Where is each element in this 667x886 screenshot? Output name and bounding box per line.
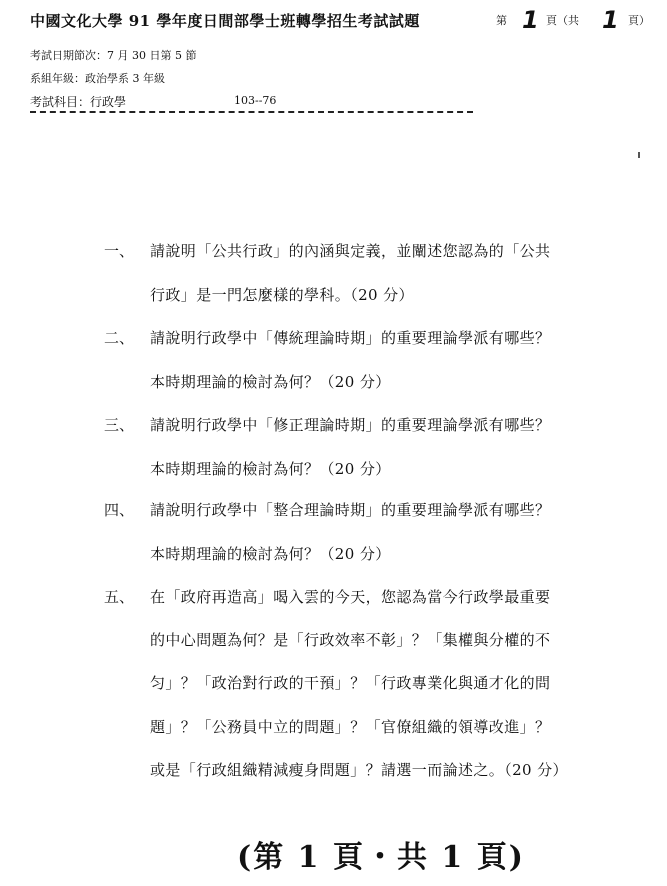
question-line: 請說明行政學中「修正理論時期」的重要理論學派有哪些？	[150, 416, 551, 434]
question-line: 請說明行政學中「整合理論時期」的重要理論學派有哪些？	[150, 501, 551, 519]
question-line: 匀」？「政治對行政的干預」？「行政專業化與通才化的問	[150, 674, 551, 692]
question-number: 四、	[104, 501, 135, 519]
question-number: 二、	[104, 329, 135, 347]
page-indicator	[494, 8, 659, 32]
exam-datetime: 考試日期節次：7 月 30 日第 5 節	[30, 49, 197, 62]
question-line: 的中心問題為何？是「行政效率不彰」？「集權與分權的不	[150, 631, 551, 649]
page-label-middle: 頁（共	[546, 14, 579, 27]
exam-subject: 考試科目：行政學	[30, 95, 127, 109]
department-grade: 系組年級：政治學系 3 年級	[30, 72, 165, 85]
question-line: 在「政府再造高」喝入雲的今天，您認為當今行政學最重要	[150, 588, 551, 606]
page-label-start: 第	[496, 14, 507, 27]
question-line: 請說明行政學中「傳統理論時期」的重要理論學派有哪些？	[150, 329, 551, 347]
page-footer: (第 1 頁・共 1 頁)	[237, 840, 525, 875]
question-line: 本時期理論的檢討為何？（20 分）	[150, 460, 391, 478]
page-total: 1	[602, 6, 619, 34]
question-line: 請說明「公共行政」的內涵與定義，並闡述您認為的「公共	[150, 242, 551, 260]
question-line: 行政」是一門怎麼樣的學科。（20 分）	[150, 286, 414, 304]
scan-speck	[638, 152, 640, 158]
exam-code: 103--76	[234, 94, 277, 107]
question-line: 本時期理論的檢討為何？（20 分）	[150, 373, 391, 391]
question-number: 五、	[104, 588, 135, 606]
exam-title: 中國文化大學 91 學年度日間部學士班轉學招生考試試題	[30, 12, 420, 30]
question-number: 一、	[104, 242, 135, 260]
question-line: 本時期理論的檢討為何？（20 分）	[150, 545, 391, 563]
question-number: 三、	[104, 416, 135, 434]
header-divider	[30, 111, 473, 113]
page-label-end: 頁）	[628, 14, 650, 27]
page-number: 1	[522, 6, 539, 34]
question-line: 或是「行政組織精減瘦身問題」？請選一而論述之。（20 分）	[150, 761, 568, 779]
question-line: 題」？「公務員中立的問題」？「官僚組織的領導改進」？	[150, 718, 551, 736]
